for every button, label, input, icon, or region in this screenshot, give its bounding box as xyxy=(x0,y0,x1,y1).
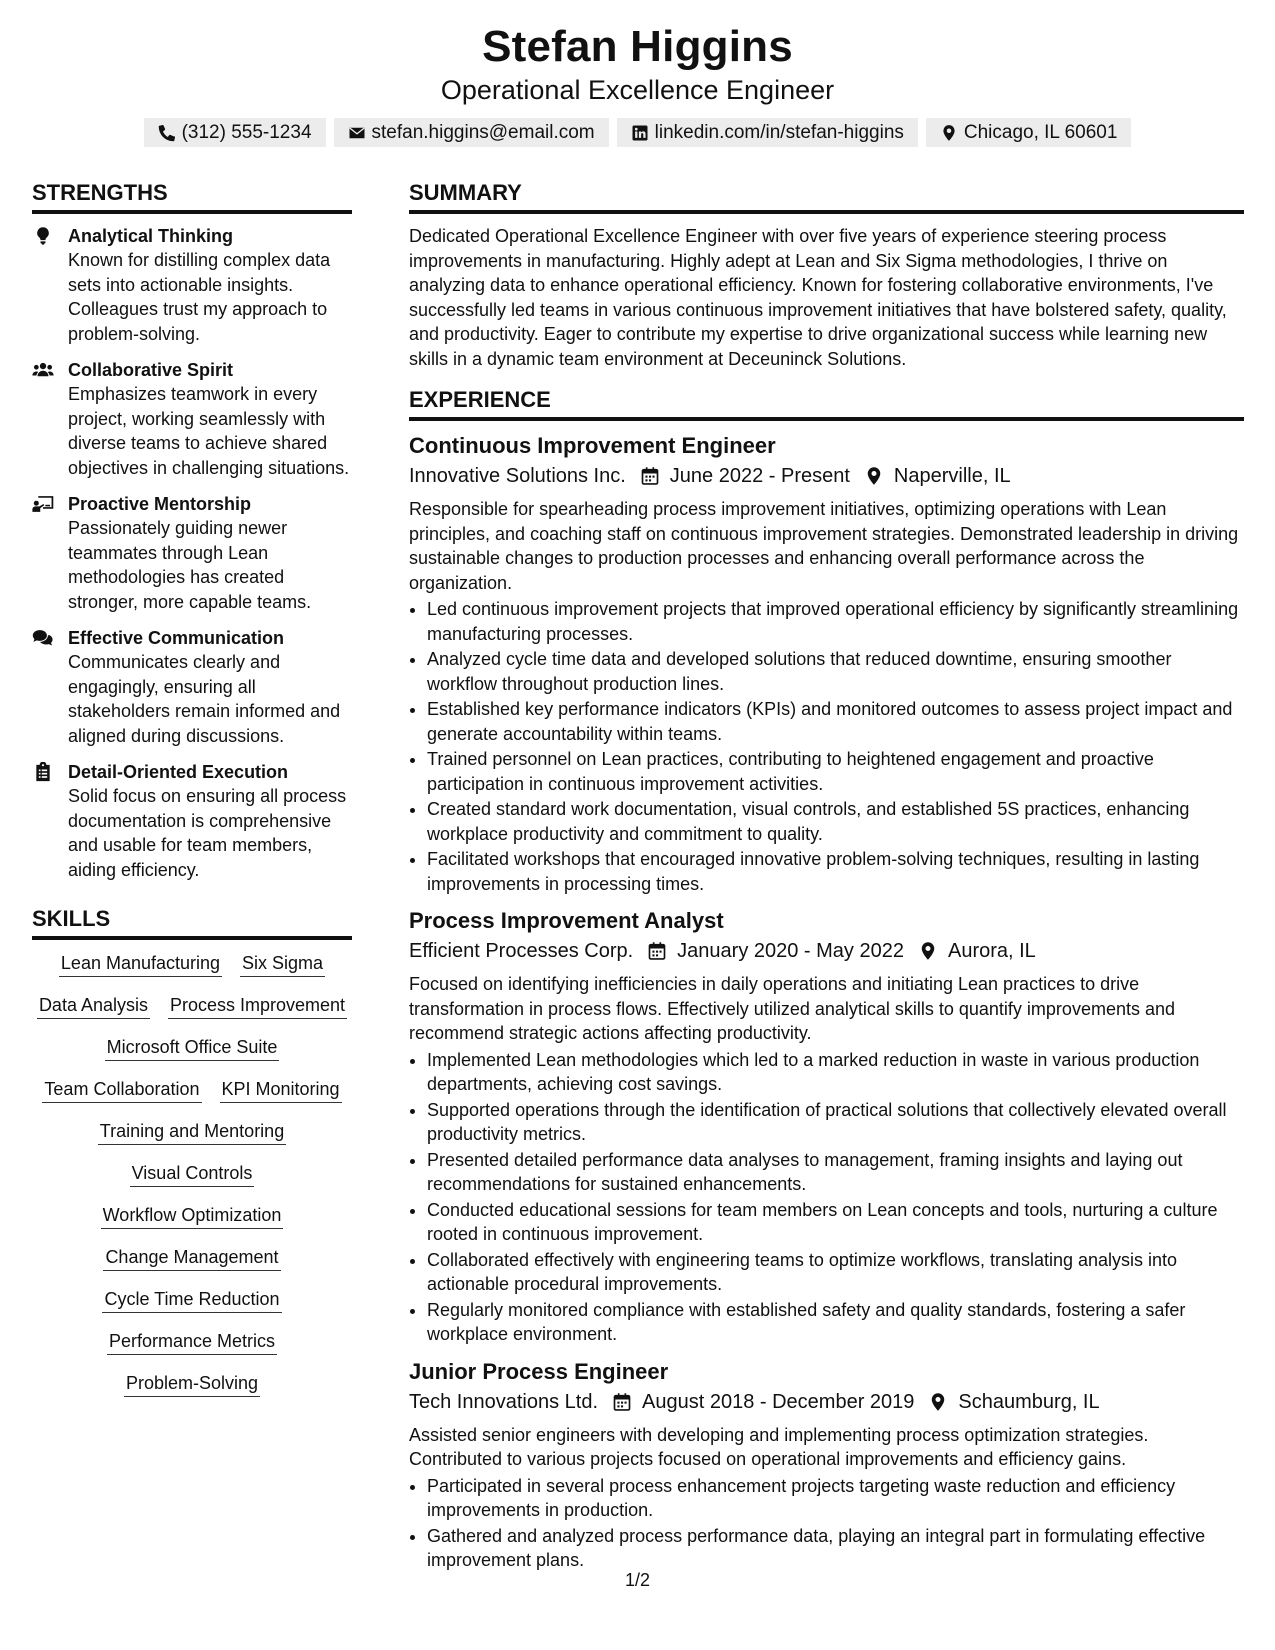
linkedin-icon xyxy=(631,124,649,142)
email-contact[interactable] xyxy=(334,118,609,147)
phone-text: (312) 555-1234 xyxy=(181,122,312,143)
strength-description: Passionately guiding newer teammates through Lean methodologies has created stronger, more capable teams. xyxy=(68,518,312,612)
job-meta xyxy=(409,936,1244,966)
strength-description: Communicates clearly and engagingly, ensuring all stakeholders remain informed and aligned during discussions. xyxy=(68,652,341,746)
skill-tag: Problem-Solving xyxy=(124,1370,260,1397)
job-bullet: • Conducted educational sessions for team members on Lean concepts and tools, nurturing a culture rooted in continuous improvement. xyxy=(427,1198,1244,1247)
job-description: Responsible for spearheading process improvement initiatives, optimizing operations with Lean principles, and coaching staff on continuous improvement strategies. Demonstrated leadership in driving sustainable changes to production processes and enhancing overall performance across the organization. xyxy=(409,499,1239,593)
strength-title: Effective Communication xyxy=(68,628,285,648)
job-location: Aurora, IL xyxy=(947,940,1036,962)
users-icon xyxy=(32,358,54,480)
envelope-icon xyxy=(348,124,366,142)
job-bullet: • Established key performance indicators (KPIs) and monitored outcomes to assess project impact and generate accountability within teams. xyxy=(427,697,1244,746)
strengths-heading: STRENGTHS xyxy=(32,178,352,214)
job-bullet: • Led continuous improvement projects that improved operational efficiency by significantly streamlining manufacturing processes. xyxy=(427,597,1244,646)
skills-list xyxy=(32,950,352,1397)
company-name: Efficient Processes Corp. xyxy=(409,940,634,962)
job-bullet: • Gathered and analyzed process performance data, playing an integral part in formulating effective improvement plans. xyxy=(427,1524,1244,1573)
location-contact xyxy=(926,118,1132,147)
job-bullet: • Presented detailed performance data analyses to management, framing insights and laying out recommendations for sustained enhancements. xyxy=(427,1148,1244,1197)
strength-description: Solid focus on ensuring all process documentation is comprehensive and usable for team members, aiding efficiency. xyxy=(68,786,347,880)
strength-title: Detail-Oriented Execution xyxy=(68,762,289,782)
skill-tag: Lean Manufacturing xyxy=(59,950,222,977)
strength-item xyxy=(32,626,352,748)
skill-tag: Team Collaboration xyxy=(42,1076,201,1103)
skill-tag: Visual Controls xyxy=(130,1160,255,1187)
location-text: Chicago, IL 60601 xyxy=(963,122,1118,143)
map-marker-icon xyxy=(918,941,938,961)
strength-item xyxy=(32,224,352,346)
job-bullets xyxy=(409,597,1244,896)
candidate-name: Stefan Higgins xyxy=(482,22,793,71)
skill-tag: Change Management xyxy=(103,1244,280,1271)
job-bullet: • Regularly monitored compliance with established safety and quality standards, fostering a safer workplace environment. xyxy=(427,1298,1244,1347)
job-bullet: • Analyzed cycle time data and developed solutions that reduced downtime, ensuring smoother workflow throughout production lines. xyxy=(427,647,1244,696)
job-title: Continuous Improvement Engineer xyxy=(409,433,776,458)
strength-item xyxy=(32,358,352,480)
skill-tag: Cycle Time Reduction xyxy=(102,1286,281,1313)
skill-tag: Microsoft Office Suite xyxy=(105,1034,280,1061)
skills-heading: SKILLS xyxy=(32,904,352,940)
phone-contact[interactable] xyxy=(144,118,326,147)
clipboard-list-icon xyxy=(32,760,54,882)
job-entry xyxy=(409,1357,1244,1573)
lightbulb-icon xyxy=(32,224,54,346)
job-entry xyxy=(409,906,1244,1347)
job-bullet: • Participated in several process enhancement projects targeting waste reduction and efficiency improvements in production. xyxy=(427,1474,1244,1523)
job-meta xyxy=(409,461,1244,491)
right-column xyxy=(409,178,1244,1583)
calendar-icon xyxy=(647,941,667,961)
linkedin-contact[interactable] xyxy=(617,118,918,147)
job-bullet: • Supported operations through the identification of practical solutions that collectively elevated overall productivity metrics. xyxy=(427,1098,1244,1147)
job-location: Naperville, IL xyxy=(893,465,1011,487)
job-bullet: • Trained personnel on Lean practices, contributing to heightened engagement and proactive participation in continuous improvement activities. xyxy=(427,747,1244,796)
contact-bar xyxy=(0,118,1275,147)
job-title: Junior Process Engineer xyxy=(409,1358,669,1384)
summary-text: Dedicated Operational Excellence Engineer with over five years of experience steering process improvements in manufacturing. Highly adept at Lean and Six Sigma methodologies, I thrive on analyzing data to enhance operational efficiency. Known for fostering collaborative environments, I've successfully led teams in various continuous improvement initiatives that have bolstered safety, quality, and productivity. Eager to contribute my expertise to drive organizational success while learning new skills in a dynamic team environment at Deceuninck Solutions. xyxy=(409,226,1227,369)
job-meta xyxy=(409,1387,1244,1417)
page-number: 1/2 xyxy=(624,1570,651,1590)
resume-header xyxy=(0,20,1275,147)
strength-title: Collaborative Spirit xyxy=(68,360,234,380)
skill-tag: Data Analysis xyxy=(37,992,150,1019)
linkedin-text: linkedin.com/in/stefan-higgins xyxy=(654,122,904,143)
strength-item xyxy=(32,760,352,882)
job-bullet: • Implemented Lean methodologies which led to a marked reduction in waste in various production departments, achieving cost savings. xyxy=(427,1048,1244,1097)
strength-title: Analytical Thinking xyxy=(68,226,234,246)
job-bullets xyxy=(409,1048,1244,1347)
chalkboard-teacher-icon xyxy=(32,492,54,614)
skill-tag: Training and Mentoring xyxy=(98,1118,286,1145)
job-description: Assisted senior engineers with developing and implementing process optimization strategies. Contributed to various projects focused on operational improvements and efficiency gains. xyxy=(409,1424,1149,1469)
skill-tag: Performance Metrics xyxy=(107,1328,277,1355)
company-name: Tech Innovations Ltd. xyxy=(409,1390,599,1413)
job-location: Schaumburg, IL xyxy=(958,1390,1100,1413)
job-bullet: • Collaborated effectively with engineering teams to optimize workflows, translating analysis into actionable procedural improvements. xyxy=(427,1248,1244,1297)
calendar-icon xyxy=(640,466,660,486)
email-text: stefan.higgins@email.com xyxy=(371,122,595,143)
strength-description: Emphasizes teamwork in every project, working seamlessly with diverse teams to achieve shared objectives in challenging situations. xyxy=(68,384,350,478)
job-bullet: • Facilitated workshops that encouraged innovative problem-solving techniques, resulting in lasting improvements in processing times. xyxy=(427,847,1244,896)
job-dates: August 2018 - December 2019 xyxy=(642,1390,915,1413)
phone-icon xyxy=(158,124,176,142)
job-bullets xyxy=(409,1474,1244,1573)
job-entry xyxy=(409,431,1244,896)
skill-tag: Six Sigma xyxy=(240,950,325,977)
left-column xyxy=(32,178,352,1397)
skill-tag: Process Improvement xyxy=(168,992,347,1019)
company-name: Innovative Solutions Inc. xyxy=(409,465,626,487)
calendar-icon xyxy=(612,1392,632,1412)
job-title: Process Improvement Analyst xyxy=(409,908,724,933)
candidate-role: Operational Excellence Engineer xyxy=(440,75,835,105)
experience-heading: EXPERIENCE xyxy=(409,385,1244,421)
map-marker-icon xyxy=(928,1392,948,1412)
job-description: Focused on identifying inefficiencies in daily operations and initiating Lean practices to drive transformation in process flows. Effectively utilized analytical skills to quantify improvements and recommend strategic actions affecting productivity. xyxy=(409,974,1176,1043)
strength-item xyxy=(32,492,352,614)
summary-heading: SUMMARY xyxy=(409,178,1244,214)
job-dates: June 2022 - Present xyxy=(669,465,850,487)
map-marker-icon xyxy=(940,124,958,142)
skill-tag: KPI Monitoring xyxy=(220,1076,342,1103)
strength-title: Proactive Mentorship xyxy=(68,494,252,514)
skill-tag: Workflow Optimization xyxy=(101,1202,284,1229)
job-bullet: • Created standard work documentation, visual controls, and established 5S practices, enhancing workplace productivity and commitment to quality. xyxy=(427,797,1244,846)
comments-icon xyxy=(32,626,54,748)
map-marker-icon xyxy=(864,466,884,486)
job-dates: January 2020 - May 2022 xyxy=(677,940,904,962)
strength-description: Known for distilling complex data sets into actionable insights. Colleagues trust my approach to problem-solving. xyxy=(68,250,331,344)
